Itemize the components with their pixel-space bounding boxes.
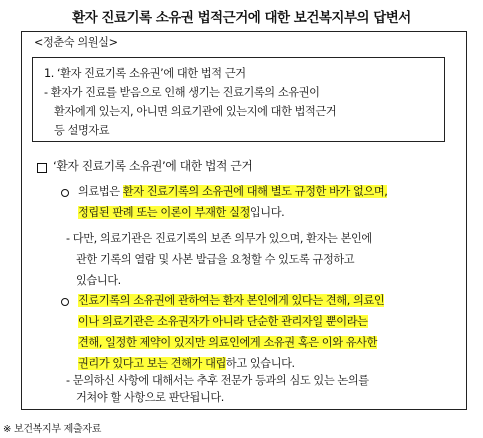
highlighted-text: 환자 진료기록의 소유권에 대해 별도 규정한 바가 없으며,	[122, 185, 388, 198]
question-line: 환자에게 있는지, 아니면 의료기관에 있는지에 대한 법적근거	[54, 105, 337, 118]
document-title: 환자 진료기록 소유권 법적근거에 대한 보건복지부의 답변서	[72, 10, 411, 26]
answer-sub-line: 있습니다.	[76, 274, 121, 287]
highlighted-text: 정립된 판례 또는 이론이 부재한 실정	[78, 206, 250, 219]
answer-section-title: ‘환자 진료기록 소유권’에 대한 법적 근거	[53, 159, 253, 173]
question-line: 등 설명자료	[54, 124, 110, 137]
answer-sub-line: 거쳐야 할 사항으로 판단됩니다.	[76, 391, 224, 404]
highlighted-text: 진료기록의 소유권에 관하여는 환자 본인에게 있다는 견해, 의료인	[78, 294, 385, 307]
checkbox-icon	[37, 163, 47, 173]
answer-text: 하고 있습니다.	[225, 357, 295, 370]
answer-text: 의료법은	[78, 185, 123, 198]
circle-bullet-icon	[61, 298, 69, 306]
speaker-label: <정춘숙 의원실>	[34, 36, 118, 49]
answer-paragraph-1	[78, 181, 387, 202]
answer-sub-line: - 다만, 의료기관은 진료기록의 보존 의무가 있으며, 환자는 본인에	[66, 232, 372, 245]
question-heading: 1. ‘환자 진료기록 소유권’에 대한 법적 근거	[44, 67, 246, 80]
source-note: ※ 보건복지부 제출자료	[3, 424, 102, 435]
answer-paragraph-2	[78, 311, 368, 332]
highlighted-text: 권리가 있다고 보는 견해가 대립	[78, 357, 226, 370]
answer-paragraph-2	[78, 332, 377, 353]
answer-sub-line: 관한 기록의 열람 및 사본 발급을 요청할 수 있도록 규정하고	[76, 253, 355, 266]
circle-bullet-icon	[61, 189, 69, 197]
question-line: - 환자가 진료를 받음으로 인해 생기는 진료기록의 소유권이	[44, 86, 320, 99]
highlighted-text: 이나 의료기관은 소유권자가 아니라 단순한 관리자일 뿐이라는	[78, 315, 368, 328]
answer-paragraph-2	[78, 290, 384, 311]
answer-text: 입니다.	[249, 206, 285, 219]
highlighted-text: 견해, 일정한 제약이 있지만 의료인에게 소유권 혹은 이와 유사한	[78, 336, 377, 349]
answer-paragraph-1-cont	[78, 202, 284, 223]
answer-sub-line: - 문의하신 사항에 대해서는 추후 전문가 등과의 심도 있는 논의를	[66, 374, 369, 387]
question-box	[32, 57, 445, 142]
